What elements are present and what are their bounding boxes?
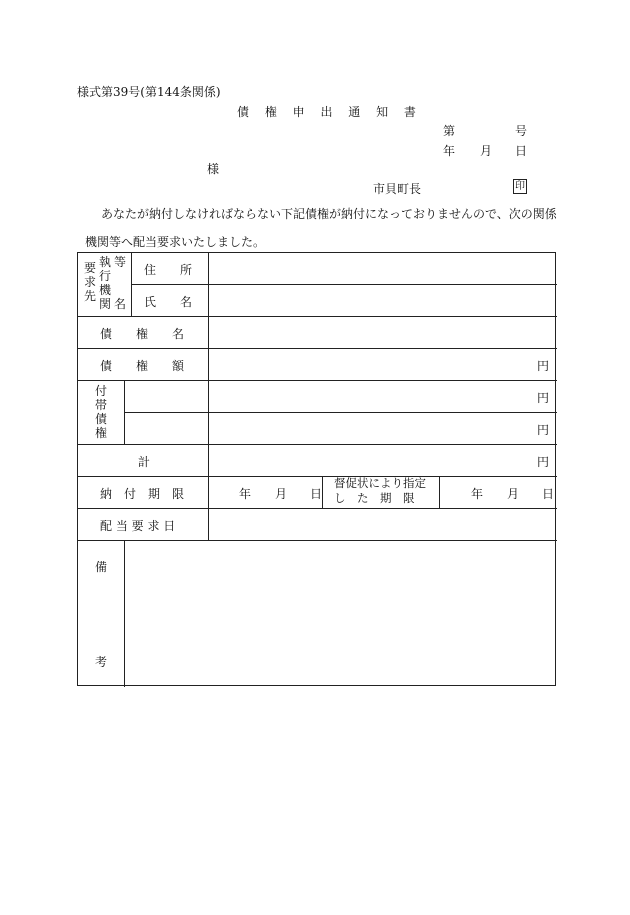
attached-claim-yen-2: 円 bbox=[537, 423, 550, 437]
name-label: 氏 名 bbox=[144, 295, 193, 309]
dunning-day: 日 bbox=[542, 487, 555, 501]
attached-claim-label: 付 帯 債 権 bbox=[95, 384, 108, 440]
requester-label-col2: 執 行 機 関 bbox=[99, 255, 112, 311]
claim-amount-yen: 円 bbox=[537, 359, 550, 373]
due-year: 年 bbox=[239, 487, 252, 501]
address-label: 住 所 bbox=[144, 263, 193, 277]
date-month: 月 bbox=[480, 144, 493, 158]
claim-name-label: 債 権 名 bbox=[100, 327, 185, 341]
due-date-label: 納 付 期 限 bbox=[100, 487, 185, 501]
seal-mark: 印 bbox=[515, 181, 525, 192]
due-day: 日 bbox=[310, 487, 323, 501]
requester-label-col3: 等 名 bbox=[114, 255, 127, 311]
requester-label-col1: 要 求 先 bbox=[84, 261, 97, 303]
dunning-deadline-label: 督促状により指定 し た 期 限 bbox=[334, 476, 426, 505]
document-title: 債 権 申 出 通 知 書 bbox=[237, 105, 422, 119]
form-number: 様式第39号(第144条関係) bbox=[77, 85, 221, 99]
total-label: 計 bbox=[138, 455, 151, 469]
date-day: 日 bbox=[515, 144, 528, 158]
claim-form-table bbox=[77, 252, 556, 686]
remarks-label-top: 備 bbox=[95, 560, 108, 574]
claim-amount-label: 債 権 額 bbox=[100, 359, 185, 373]
due-month: 月 bbox=[275, 487, 288, 501]
body-text-line2: 機関等へ配当要求いたしました。 bbox=[85, 235, 266, 249]
issuer-name: 市貝町長 bbox=[373, 182, 422, 196]
addressee-suffix: 様 bbox=[207, 162, 220, 176]
remarks-label-bottom: 考 bbox=[95, 655, 108, 669]
total-yen: 円 bbox=[537, 455, 550, 469]
dunning-year: 年 bbox=[471, 487, 484, 501]
number-label-go: 号 bbox=[515, 124, 528, 138]
claim-request-date-label: 配 当 要 求 日 bbox=[100, 519, 176, 533]
date-year: 年 bbox=[443, 144, 456, 158]
attached-claim-yen-1: 円 bbox=[537, 391, 550, 405]
dunning-month: 月 bbox=[507, 487, 520, 501]
body-text-line1: あなたが納付しなければならない下記債権が納付になっておりませんので、次の関係 bbox=[101, 207, 557, 221]
number-label-dai: 第 bbox=[443, 124, 456, 138]
